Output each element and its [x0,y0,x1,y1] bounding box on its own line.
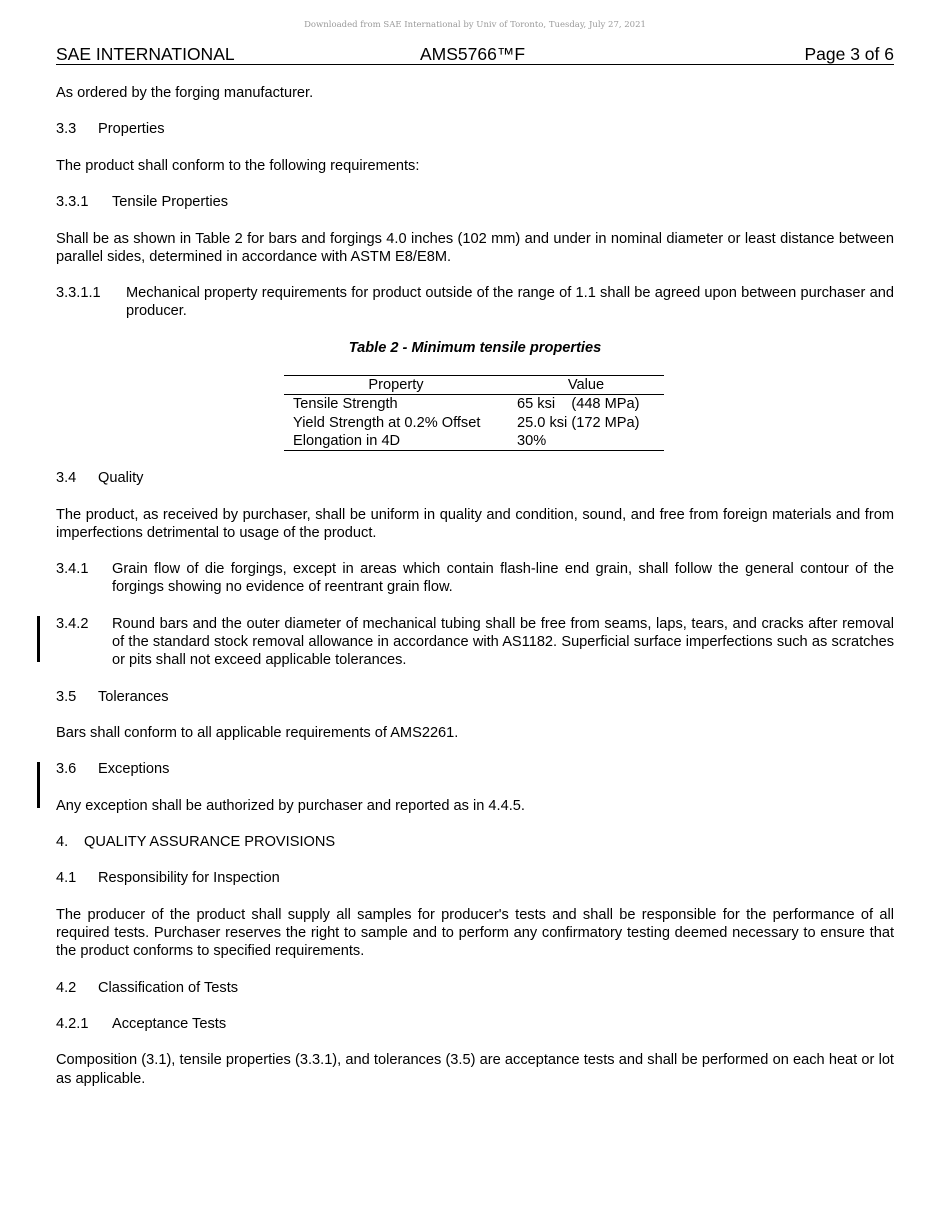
section-number: 4. [56,834,69,851]
section-text: Round bars and the outer diameter of mechanical tubing shall be free from seams, laps, tears, and cracks after removal of the standard stock removal allowance in accordance with AS1182. Superficial surface imperfections such as scratches or pits shall not exceed applicable tolerances. [112,615,894,669]
header-doc-number: AMS5766™F [420,44,526,64]
paragraph-responsibility: The producer of the product shall supply all samples for producer's tests and shall be responsible for the performance of all required tests. Purchaser reserves the right to sample and to perform any confirmatory testing deemed necessary to ensure that the product conforms to specified requirements. [56,906,894,960]
header-org: SAE INTERNATIONAL [56,44,235,64]
section-number: 4.1 [56,870,77,887]
table-row [284,395,664,414]
table-2 [284,375,664,451]
table-cell: Tensile Strength [293,396,398,413]
paragraph-tensile: Shall be as shown in Table 2 for bars and forgings 4.0 inches (102 mm) and under in nominal diameter or least distance between parallel sides, determined in accordance with ASTM E8/E8M. [56,230,894,265]
table-cell: 65 ksi (448 MPa) [517,396,640,413]
section-number: 4.2.1 [56,1016,89,1033]
table-header-cell: Property [284,376,508,395]
section-3-4-1 [56,560,894,596]
table-cell: Elongation in 4D [284,432,508,451]
section-3-3-heading [56,120,894,138]
table-header-cell: Value [508,376,664,395]
section-title: Quality [98,470,144,487]
table-2-caption: Table 2 - Minimum tensile properties [348,339,602,356]
table-cell: 30% [508,432,664,451]
section-title: Classification of Tests [98,979,239,996]
section-number: 4.2 [56,979,77,996]
section-text: Grain flow of die forgings, except in areas which contain flash-line end grain, shall follow the general contour of the forgings showing no evidence of reentrant grain flow. [112,561,894,596]
paragraph-conform: The product shall conform to the following requirements: [56,157,420,174]
section-number: 3.4.2 [56,615,89,632]
section-3-3-1-1 [56,284,894,320]
section-title: Exceptions [98,761,170,778]
section-number: 3.5 [56,688,77,705]
table-row [284,414,664,432]
table-row [284,432,664,451]
section-number: 3.6 [56,761,77,778]
section-number: 3.3.1 [56,194,89,211]
section-title: Properties [98,121,165,138]
document-body [56,84,894,1106]
section-3-3-1-heading [56,193,894,211]
section-3-5-heading [56,688,894,706]
section-title: Acceptance Tests [112,1016,227,1033]
change-bar-3-4-2 [37,616,40,662]
section-title: Tensile Properties [112,194,228,211]
page-header [56,44,894,65]
table-cell: Yield Strength at 0.2% Offset [293,414,481,431]
paragraph-order: As ordered by the forging manufacturer. [56,85,314,101]
section-4-2-heading [56,979,894,997]
paragraph-exceptions: Any exception shall be authorized by purchaser and reported as in 4.4.5. [56,797,525,814]
paragraph-acceptance: Composition (3.1), tensile properties (3.3.1), and tolerances (3.5) are acceptance tests and shall be performed on each heat or lot as applicable. [56,1052,894,1087]
section-text: Mechanical property requirements for product outside of the range of 1.1 shall be agreed upon between purchaser and producer. [126,285,894,320]
section-title: Tolerances [98,688,169,705]
section-number: 3.3.1.1 [56,285,101,302]
section-4-1-heading [56,869,894,887]
section-number: 3.4.1 [56,561,89,578]
section-title: Responsibility for Inspection [98,870,280,887]
section-3-6-heading [56,760,894,778]
section-3-4-heading [56,469,894,487]
paragraph-quality: The product, as received by purchaser, shall be uniform in quality and condition, sound, and free from foreign materials and from imperfections detrimental to usage of the product. [56,506,894,541]
section-number: 3.4 [56,470,77,487]
change-bar-3-6 [37,762,40,808]
table-cell: 25.0 ksi (172 MPa) [517,414,640,431]
paragraph-tolerances: Bars shall conform to all applicable requirements of AMS2261. [56,724,459,741]
header-page-number: Page 3 of 6 [804,44,894,64]
section-title: QUALITY ASSURANCE PROVISIONS [84,834,336,851]
section-3-4-2 [56,615,894,670]
section-4-2-1-heading [56,1015,894,1033]
download-watermark: Downloaded from SAE International by Univ of Toronto, Tuesday, July 27, 2021 [304,20,646,30]
table-header-row [284,376,664,395]
section-number: 3.3 [56,121,77,138]
section-4-heading [56,833,894,851]
